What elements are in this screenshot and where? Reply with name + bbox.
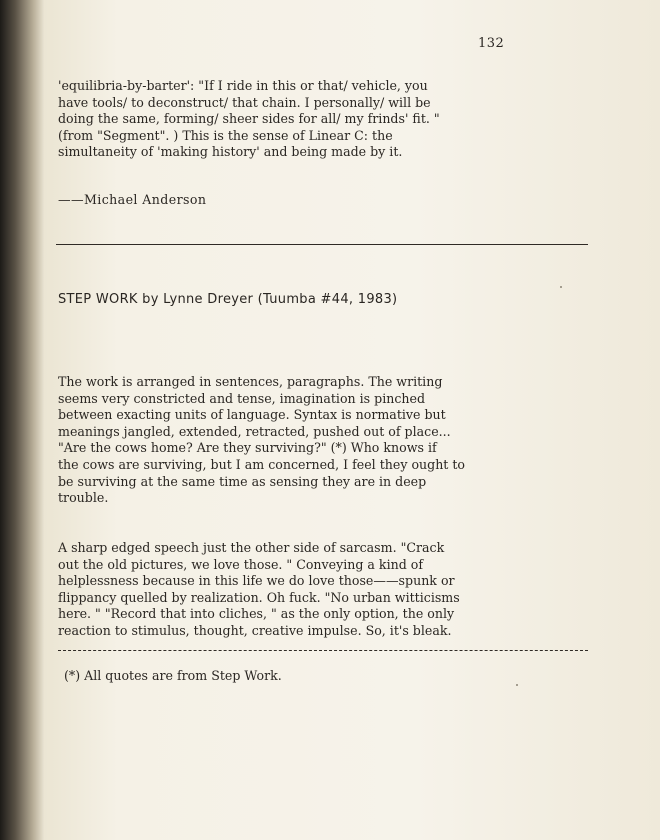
text-line: The work is arranged in sentences, paragraphs. The writing — [58, 374, 443, 389]
text-line: here. " "Record that into cliches, " as the only option, the only — [58, 606, 455, 622]
text-line: between exacting units of language. Syntax is normative but — [58, 407, 446, 423]
paper-speck — [560, 286, 562, 288]
text-line: A sharp edged speech just the other side of sarcasm. "Crack — [58, 540, 445, 555]
review-1-text — [58, 78, 598, 161]
text-line: seems very constricted and tense, imagination is pinched — [58, 390, 426, 406]
text-line: flippancy quelled by realization. Oh fuck. "No urban witticisms — [58, 589, 460, 605]
text-line: have tools/ to deconstruct/ that chain. I personally/ will be — [58, 94, 431, 110]
reviewer-signature: ——Michael Anderson — [58, 192, 207, 207]
review-2-paragraph-1 — [58, 374, 598, 507]
section-divider — [56, 244, 588, 245]
text-line: doing the same, forming/ sheer sides for all/ my frinds' fit. " — [58, 111, 440, 127]
text-line: (from "Segment". ) This is the sense of Linear C: the — [58, 127, 393, 143]
text-line: reaction to stimulus, thought, creative impulse. So, it's bleak. — [58, 622, 452, 638]
paper-speck — [516, 684, 518, 686]
text-line: 'equilibria-by-barter': "If I ride in this or that/ vehicle, you — [58, 78, 428, 93]
review-heading: STEP WORK by Lynne Dreyer (Tuumba #44, 1983) — [58, 292, 398, 307]
page-number: 132 — [478, 36, 505, 51]
text-line: helplessness because in this life we do love those——spunk or — [58, 573, 455, 589]
text-line: be surviving at the same time as sensing they are in deep — [58, 473, 427, 489]
book-gutter-shadow — [0, 0, 44, 840]
footnote-divider — [58, 650, 588, 651]
text-line: trouble. — [58, 490, 109, 506]
text-line: out the old pictures, we love those. " Conveying a kind of — [58, 556, 424, 572]
text-line: "Are the cows home? Are they surviving?" (*) Who knows if — [58, 440, 437, 456]
footnote: (*) All quotes are from Step Work. — [64, 668, 282, 683]
text-line: meanings jangled, extended, retracted, pushed out of place... — [58, 423, 451, 439]
text-line: the cows are surviving, but I am concerned, I feel they ought to — [58, 456, 466, 472]
review-2-paragraph-2 — [58, 540, 598, 640]
text-line: simultaneity of 'making history' and being made by it. — [58, 144, 403, 160]
